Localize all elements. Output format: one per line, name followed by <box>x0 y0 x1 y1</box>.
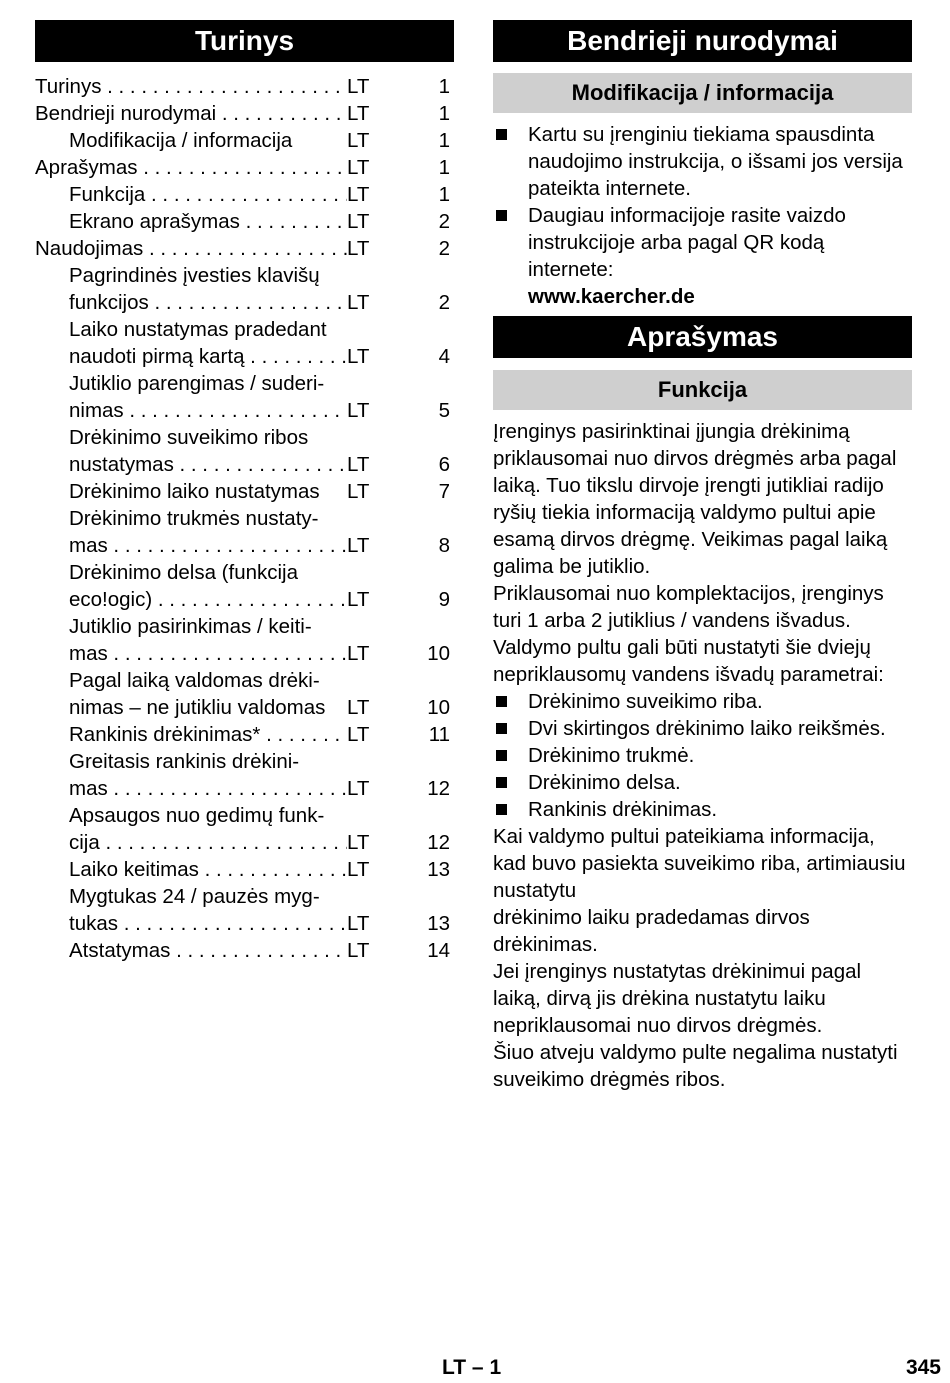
toc-entry-title: Drėkinimo trukmės nustaty- mas . . . <box>35 505 381 559</box>
toc-entry[interactable] <box>35 100 454 127</box>
footer-page-number: 345 <box>905 1356 941 1379</box>
subheading-function: Funkcija <box>493 370 912 410</box>
toc-entry-language: LT <box>347 289 387 316</box>
toc-entry-page: 11 <box>428 723 450 746</box>
toc-entry-language: LT <box>347 478 387 505</box>
toc-entry-title: Jutiklio pasirinkimas / keiti- mas . . . <box>35 613 381 667</box>
right-column <box>493 20 912 1093</box>
toc-entry-title: Drėkinimo laiko nustatymas <box>69 480 320 503</box>
toc-entry[interactable] <box>35 235 454 262</box>
toc-entry-language: LT <box>347 721 387 748</box>
toc-entry-title: Bendrieji nurodymai . . . <box>35 100 347 127</box>
toc-entry-title: Naudojimas . . . <box>35 235 347 262</box>
list-item: Kartu su įrenginiu tiekiama spausdinta naudojimo instrukcija, o išsami jos versija pateikta internete. <box>493 121 912 202</box>
paragraph: Valdymo pultu gali būti nustatyti šie dviejų nepriklausomų vandens išvadų parametrai: <box>493 636 884 686</box>
bullet-square-icon <box>496 777 507 788</box>
toc-entry-language: LT <box>347 532 387 559</box>
toc-entry[interactable] <box>35 154 454 181</box>
toc-entry-page: 7 <box>438 480 450 503</box>
bullet-square-icon <box>496 750 507 761</box>
toc-entry-title: Pagrindinės įvesties klavišų funkcijos . . . <box>35 262 381 316</box>
toc-entry-language: LT <box>347 397 387 424</box>
paragraph: Kai valdymo pultui pateikiama informacija, kad buvo pasiekta suveikimo riba, artimiausiu nustatytu <box>493 825 906 902</box>
list-item: Dvi skirtingos drėkinimo laiko reikšmės. <box>493 715 912 742</box>
toc-entry[interactable] <box>35 316 454 370</box>
toc-entry-language: LT <box>347 451 387 478</box>
toc-entry-language: LT <box>347 694 387 721</box>
left-column <box>35 20 454 964</box>
paragraph: Šiuo atveju valdymo pulte negalima nustatyti suveikimo drėgmės ribos. <box>493 1041 898 1091</box>
toc-entry[interactable] <box>35 181 454 208</box>
toc-entry-page: 1 <box>438 75 450 98</box>
toc-entry-page: 13 <box>427 858 450 881</box>
toc-entry-page: 8 <box>438 534 450 557</box>
toc-entry[interactable] <box>35 424 454 478</box>
paragraph: drėkinimo laiku pradedamas dirvos drėkinimas. <box>493 906 810 956</box>
toc-entry[interactable] <box>35 667 454 721</box>
toc-entry[interactable] <box>35 127 454 154</box>
bullet-square-icon <box>496 210 507 221</box>
list-item: Drėkinimo suveikimo riba. <box>493 688 912 715</box>
toc-entry[interactable] <box>35 478 454 505</box>
toc-entry-page: 12 <box>427 777 450 800</box>
bullet-square-icon <box>496 804 507 815</box>
paragraph: Įrenginys pasirinktinai įjungia drėkinimą priklausomai nuo dirvos drėgmės arba pagal laiką. Tuo tikslu dirvoje įrengti jutikliai radijo ryšių tiekia informaciją valdymo pultui apie esamą dirvos drėgmę. Veikimas pagal laiką galima be jutiklio. <box>493 420 897 578</box>
toc-entry[interactable] <box>35 721 454 748</box>
bullet-list-info <box>493 121 912 310</box>
toc-entry-title: Rankinis drėkinimas* . . . <box>35 721 381 748</box>
toc-entry-title: Funkcija . . . <box>35 181 381 208</box>
toc-entry-title: Laiko keitimas . . . <box>35 856 381 883</box>
toc-entry-title: Drėkinimo suveikimo ribos nustatymas . . . <box>35 424 381 478</box>
toc-entry[interactable] <box>35 505 454 559</box>
subheading-modification: Modifikacija / informacija <box>493 73 912 113</box>
toc-entry-language: LT <box>347 127 387 154</box>
toc-entry-title: Apsaugos nuo gedimų funk- cija . . . <box>35 802 381 856</box>
toc-entry-language: LT <box>347 586 387 613</box>
toc-entry-title: Greitasis rankinis drėkini- mas . . . <box>35 748 381 802</box>
toc-entry[interactable] <box>35 883 454 937</box>
toc-entry-title: Laiko nustatymas pradedant naudoti pirmą kartą . . . <box>35 316 381 370</box>
website-link[interactable]: www.kaercher.de <box>528 285 695 308</box>
toc-heading: Turinys <box>35 20 454 62</box>
toc-entry-page: 5 <box>438 399 450 422</box>
toc-entry-language: LT <box>347 829 387 856</box>
toc-entry-page: 2 <box>438 237 450 260</box>
toc-entry-page: 9 <box>438 588 450 611</box>
toc-entry-language: LT <box>347 856 387 883</box>
footer-section-label: LT – 1 <box>442 1356 502 1379</box>
list-item: Daugiau informacijoje rasite vaizdo instrukcijoje arba pagal QR kodą internete: www.kaercher.de <box>493 202 912 310</box>
toc-entry-title: Drėkinimo delsa (funkcija eco!ogic) . . . <box>35 559 381 613</box>
toc-entry-language: LT <box>347 181 387 208</box>
toc-entry-language: LT <box>347 640 387 667</box>
toc-entry-title: Aprašymas . . . <box>35 154 347 181</box>
bullet-square-icon <box>496 723 507 734</box>
toc-entry-page: 2 <box>438 291 450 314</box>
section-heading-general: Bendrieji nurodymai <box>493 20 912 62</box>
toc-entry-page: 4 <box>438 345 450 368</box>
toc-entry-title: Mygtukas 24 / pauzės myg- tukas . . . <box>35 883 381 937</box>
toc-entry-language: LT <box>347 775 387 802</box>
toc-entry-title: Turinys . . . <box>35 73 347 100</box>
toc-entry-language: LT <box>347 73 387 100</box>
toc-entry[interactable] <box>35 937 454 964</box>
paragraph: Priklausomai nuo komplektacijos, įrenginys turi 1 arba 2 jutiklius / vandens išvadus. <box>493 582 884 632</box>
toc-entry[interactable] <box>35 370 454 424</box>
toc-entry-language: LT <box>347 343 387 370</box>
toc-entry-page: 10 <box>427 642 450 665</box>
table-of-contents <box>35 73 454 964</box>
toc-entry-page: 13 <box>427 912 450 935</box>
paragraph: Jei įrenginys nustatytas drėkinimui pagal laiką, dirvą jis drėkina nustatytu laiku nepriklausomai nuo dirvos drėgmės. <box>493 960 862 1037</box>
toc-entry[interactable] <box>35 208 454 235</box>
toc-entry-title: Jutiklio parengimas / suderi- nimas . . . <box>35 370 381 424</box>
toc-entry[interactable] <box>35 262 454 316</box>
toc-entry-page: 6 <box>438 453 450 476</box>
toc-entry-language: LT <box>347 910 387 937</box>
toc-entry-page: 1 <box>438 102 450 125</box>
toc-entry-page: 12 <box>427 831 450 854</box>
toc-entry[interactable] <box>35 748 454 802</box>
bullet-list-parameters <box>493 688 912 823</box>
toc-entry-language: LT <box>347 154 387 181</box>
toc-entry-page: 1 <box>438 156 450 179</box>
toc-entry-page: 2 <box>438 210 450 233</box>
toc-entry-title: Modifikacija / informacija <box>69 129 293 152</box>
toc-entry[interactable] <box>35 613 454 667</box>
toc-entry-title: Pagal laiką valdomas drėki- nimas – ne jutikliu valdomas <box>69 669 326 719</box>
toc-entry-language: LT <box>347 937 387 964</box>
toc-entry[interactable] <box>35 559 454 613</box>
toc-entry-page: 1 <box>438 129 450 152</box>
section-heading-description: Aprašymas <box>493 316 912 358</box>
bullet-square-icon <box>496 129 507 140</box>
toc-entry-language: LT <box>347 208 387 235</box>
list-item: Drėkinimo trukmė. <box>493 742 912 769</box>
toc-entry[interactable] <box>35 73 454 100</box>
toc-entry-page: 1 <box>438 183 450 206</box>
toc-entry-language: LT <box>347 100 387 127</box>
toc-entry-title: Atstatymas . . . <box>35 937 381 964</box>
toc-entry-page: 14 <box>427 939 450 962</box>
list-item: Drėkinimo delsa. <box>493 769 912 796</box>
bullet-square-icon <box>496 696 507 707</box>
toc-entry-title: Ekrano aprašymas . . . <box>35 208 381 235</box>
toc-entry[interactable] <box>35 802 454 856</box>
toc-entry-language: LT <box>347 235 387 262</box>
list-item: Rankinis drėkinimas. <box>493 796 912 823</box>
toc-entry[interactable] <box>35 856 454 883</box>
toc-entry-page: 10 <box>427 696 450 719</box>
